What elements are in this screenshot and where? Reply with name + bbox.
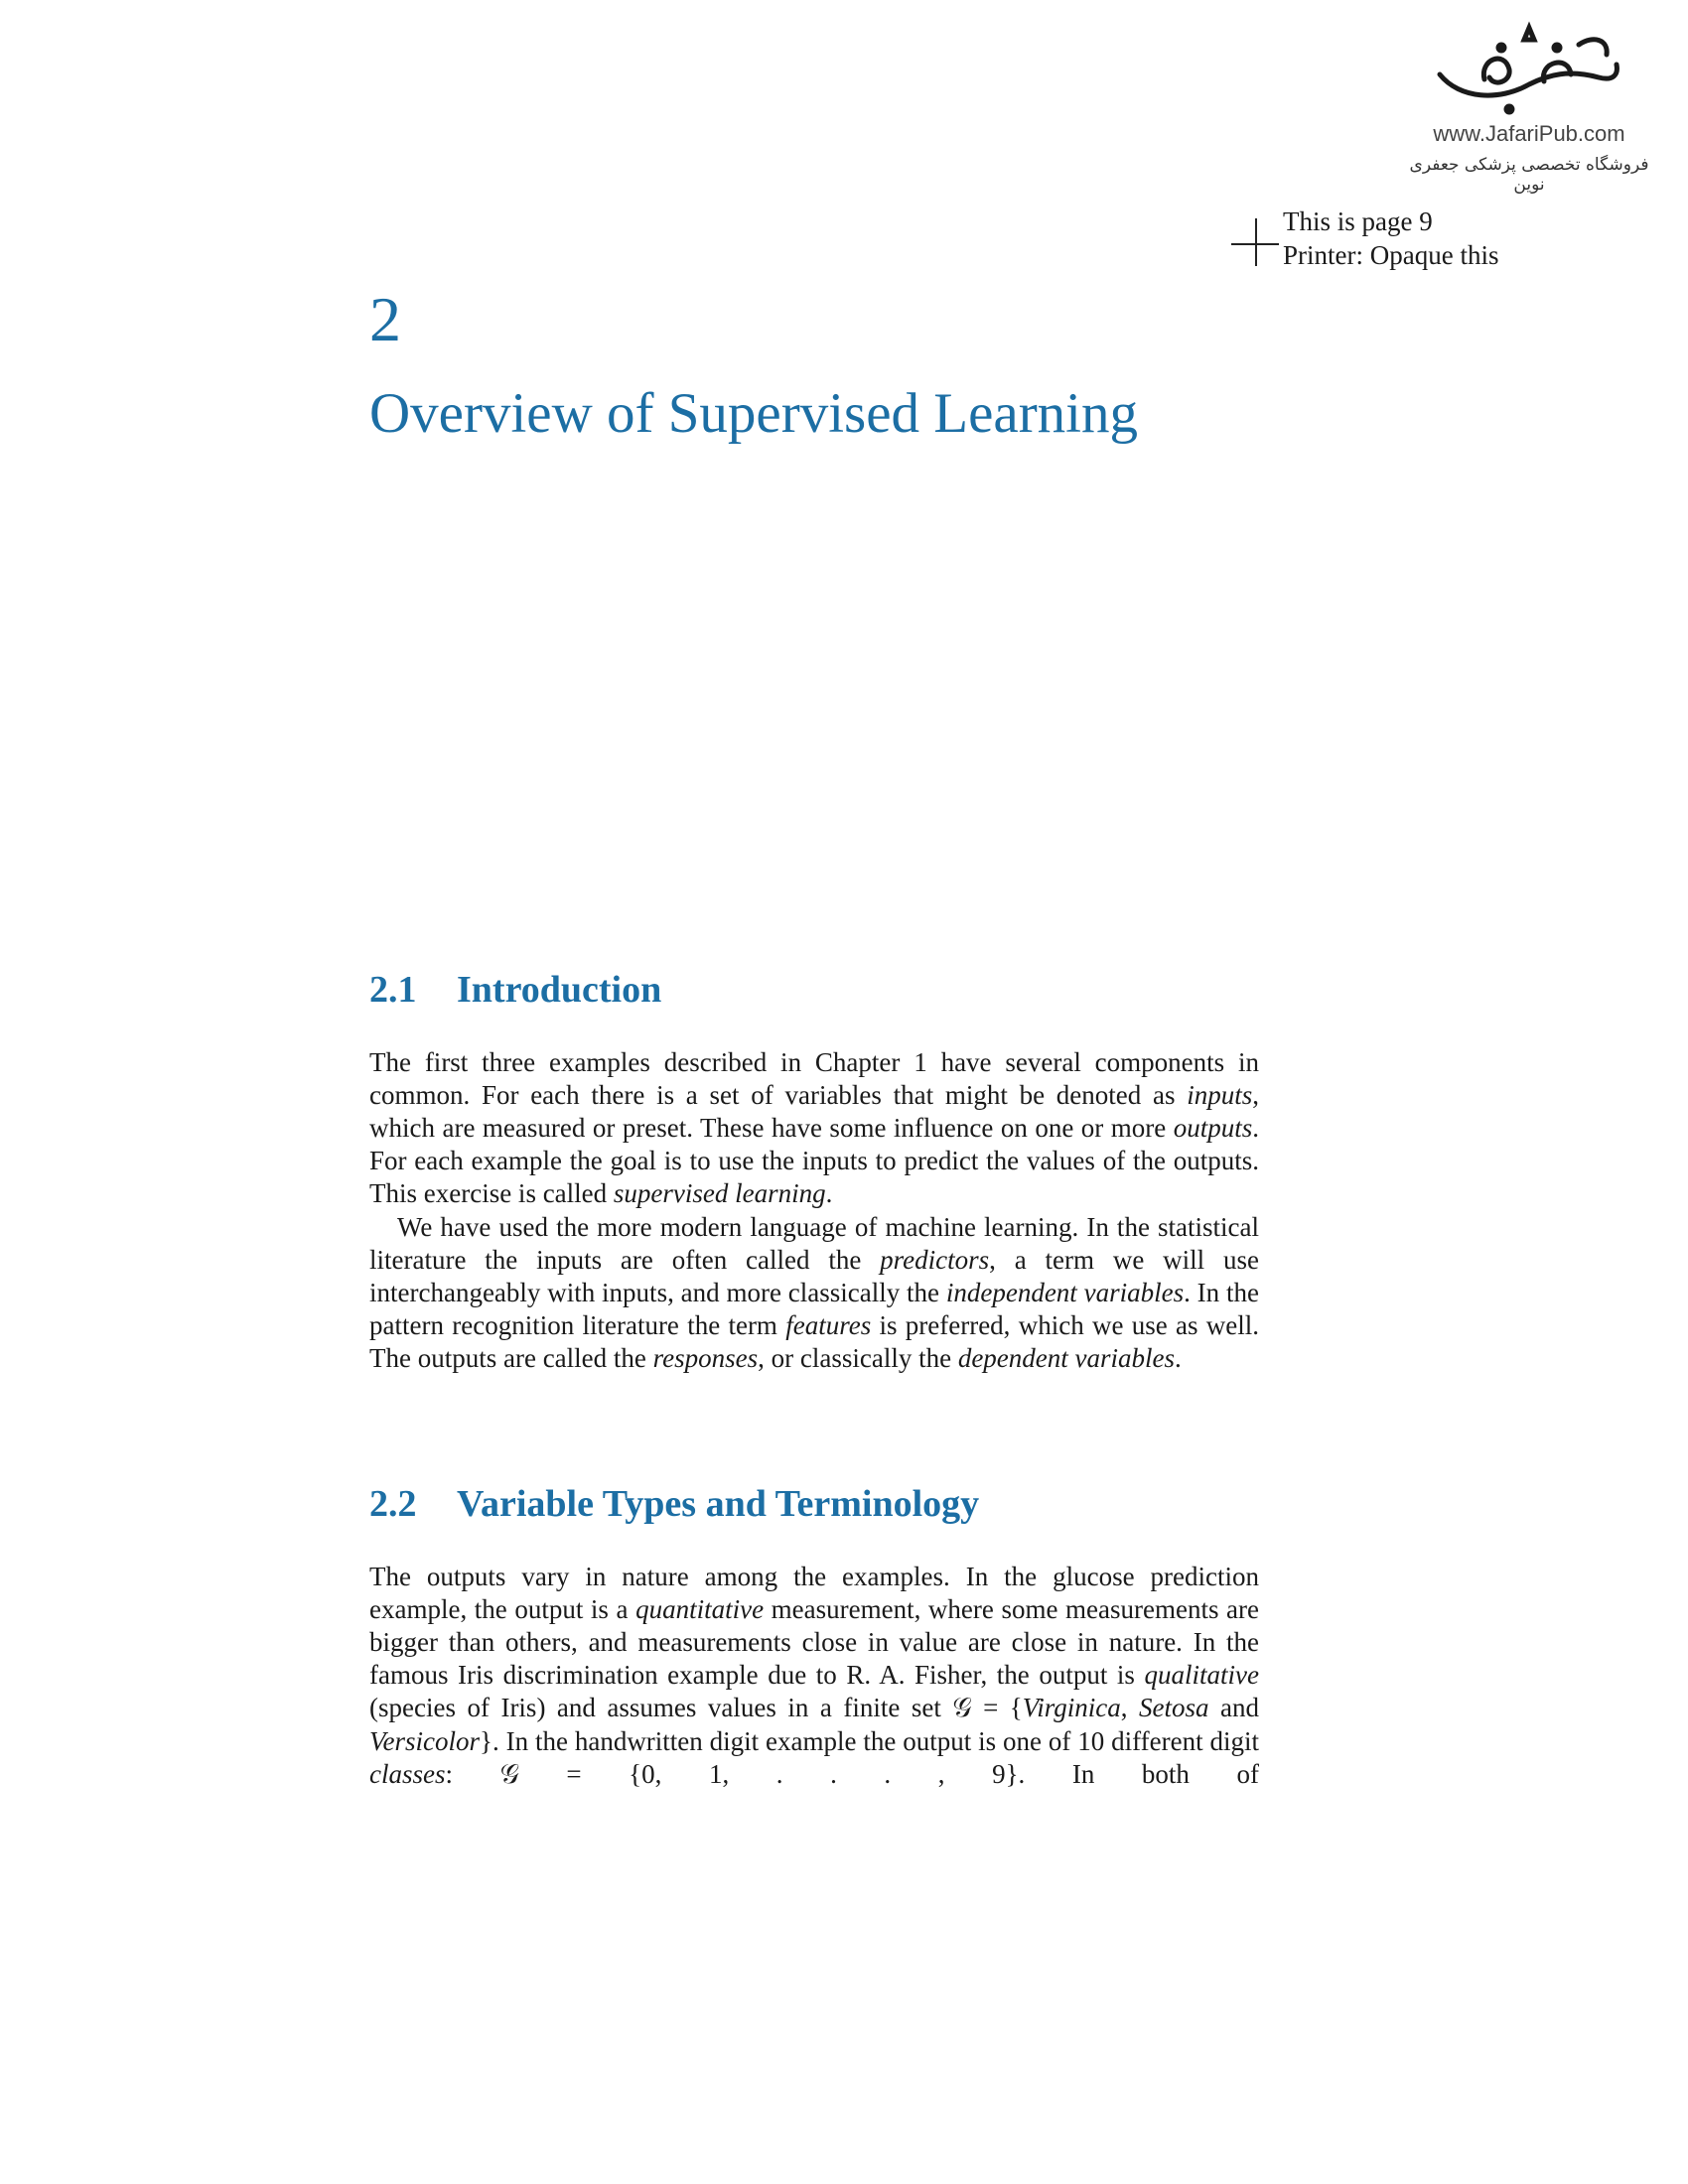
printer-line: Printer: Opaque this xyxy=(1283,240,1499,270)
emphasized-term: dependent variables xyxy=(957,1343,1176,1374)
emphasized-term: qualitative xyxy=(1144,1660,1259,1691)
section-title: Variable Types and Terminology xyxy=(457,1483,980,1525)
text-run: . xyxy=(825,1178,833,1209)
emphasized-term: quantitative xyxy=(635,1593,765,1624)
section-heading xyxy=(369,968,1259,1014)
section-body xyxy=(369,1046,1259,1376)
section-title: Introduction xyxy=(457,969,662,1011)
text-run: : 𝒢 = {0, 1, . . . , 9}. In both of xyxy=(445,1758,1259,1789)
emphasized-term: supervised learning xyxy=(613,1178,826,1209)
publisher-shop-name: فروشگاه تخصصی پزشکی جعفری نوین xyxy=(1409,155,1649,195)
text-run: The outputs vary in nature among the examples. In the glucose prediction example, the output is a xyxy=(369,1561,1259,1624)
emphasized-term: Setosa xyxy=(1139,1693,1209,1723)
chapter-number: 2 xyxy=(369,284,401,354)
text-run: We have used the more modern language of machine learning. In the statistical literature the inputs are often called the xyxy=(369,1211,1259,1275)
text-run: and xyxy=(1208,1693,1260,1723)
emphasized-term: inputs xyxy=(1187,1079,1253,1110)
text-run: The first three examples described in Chapter 1 have several components in common. For each there is a set of variables that might be denoted as xyxy=(369,1046,1259,1110)
printer-info xyxy=(1283,205,1498,272)
text-run: }. In the handwritten digit example the output is one of 10 different digit xyxy=(480,1725,1259,1756)
crop-mark-vertical xyxy=(1255,218,1257,266)
publisher-logo xyxy=(1395,20,1663,195)
emphasized-term: predictors xyxy=(880,1244,990,1275)
chapter-title: Overview of Supervised Learning xyxy=(369,382,1139,445)
emphasized-term: classes xyxy=(369,1758,446,1789)
section-body xyxy=(369,1561,1259,1791)
section-number: 2.1 xyxy=(369,969,417,1011)
section-number: 2.2 xyxy=(369,1483,417,1525)
emphasized-term: features xyxy=(785,1310,872,1341)
paragraph xyxy=(369,1046,1259,1211)
text-run: , a term we will use interchangeably with inputs, and more classically the xyxy=(369,1244,1259,1308)
emphasized-term: Virginica xyxy=(1022,1693,1121,1723)
emphasized-term: outputs xyxy=(1173,1113,1253,1143)
emphasized-term: Versicolor xyxy=(369,1725,480,1756)
text-run: . xyxy=(1175,1343,1182,1374)
text-run: , xyxy=(1120,1693,1140,1723)
text-run: . In the pattern recognition literature the term xyxy=(369,1278,1259,1341)
text-run: , which are measured or preset. These have some influence on one or more xyxy=(369,1079,1259,1143)
text-run: . For each example the goal is to use the inputs to predict the values of the outputs. This exercise is called xyxy=(369,1113,1259,1209)
section-variable-types xyxy=(369,1482,1259,1791)
publisher-url: www.JafariPub.com xyxy=(1433,121,1625,146)
paragraph xyxy=(369,1561,1259,1791)
paragraph xyxy=(369,1211,1259,1376)
text-run: measurement, where some measurements are bigger than others, and measurements close in value are close in nature. In the famous Iris discrimination example due to R. A. Fisher, the output is xyxy=(369,1593,1259,1691)
text-run: is preferred, which we use as well. The outputs are called the xyxy=(369,1310,1259,1374)
section-heading xyxy=(369,1482,1259,1528)
emphasized-term: independent variables xyxy=(945,1278,1185,1308)
section-introduction xyxy=(369,968,1259,1376)
page-number-line: This is page 9 xyxy=(1283,206,1433,236)
text-run: , or classically the xyxy=(758,1343,958,1374)
emphasized-term: responses xyxy=(652,1343,759,1374)
text-run: (species of Iris) and assumes values in a finite set 𝒢 = { xyxy=(369,1693,1023,1723)
jafaripub-logo-icon xyxy=(1430,20,1628,119)
